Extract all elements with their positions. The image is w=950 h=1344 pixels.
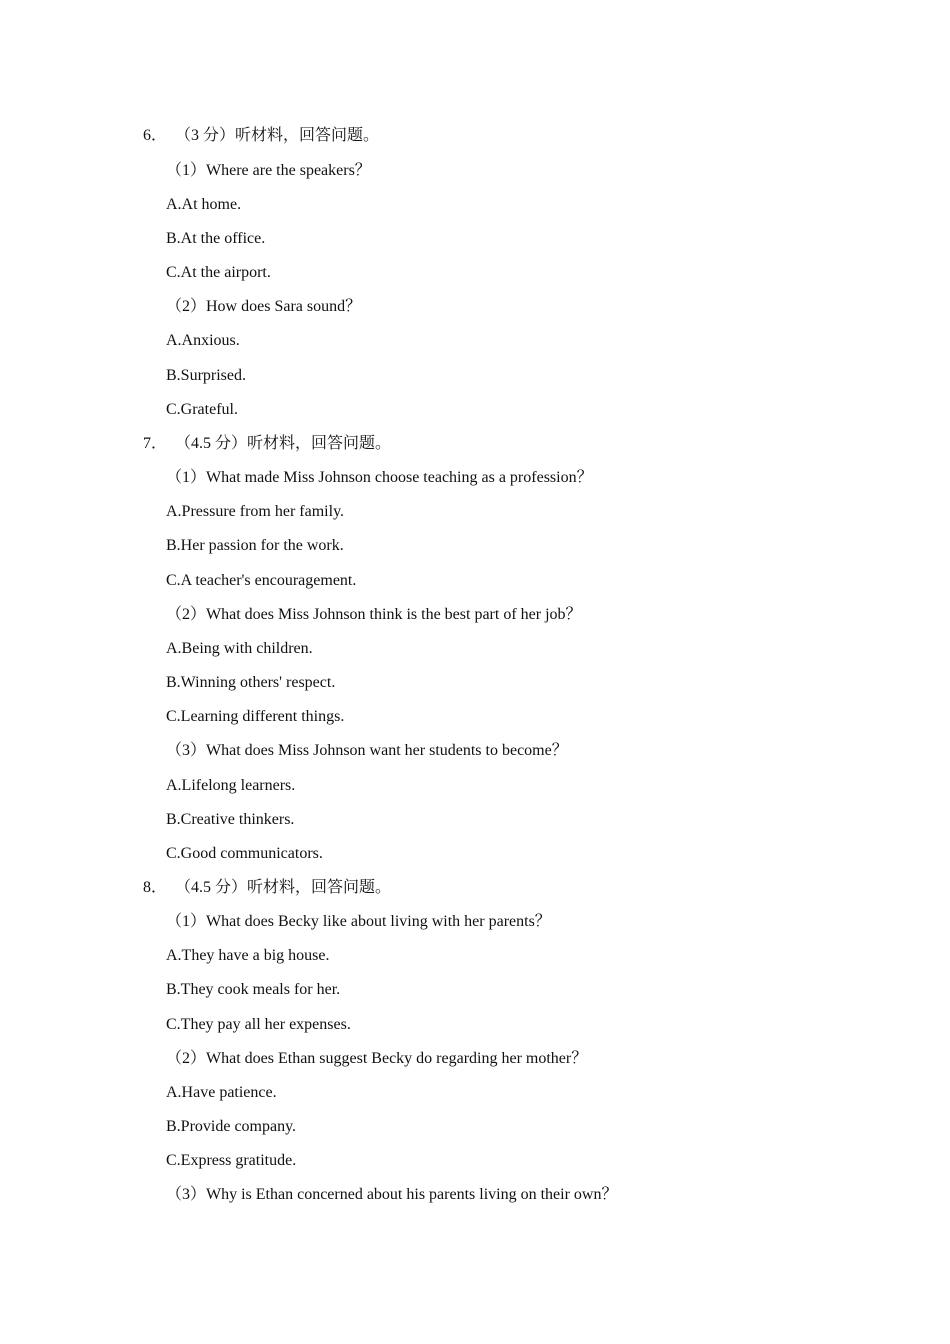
question-7-header — [143, 434, 391, 454]
sub-question-prompt: （1）What made Miss Johnson choose teaching as a profession？ — [166, 469, 593, 486]
question-instruction: （4.5 分）听材料，回答问题。 — [175, 879, 392, 896]
option-b: B.Her passion for the work. — [166, 537, 344, 554]
option-c: C.A teacher's encouragement. — [166, 572, 357, 589]
sub-question-prompt: （3）What does Miss Johnson want her students to become？ — [166, 742, 568, 759]
sub-question-prompt: （1）Where are the speakers？ — [166, 162, 371, 179]
option-c: C.They pay all her expenses. — [166, 1016, 351, 1033]
option-c: C.Learning different things. — [166, 708, 345, 725]
option-a: A.Anxious. — [166, 332, 240, 349]
option-a: A.Pressure from her family. — [166, 503, 345, 520]
question-6-header — [143, 126, 379, 146]
sub-question-prompt: （1）What does Becky like about living with her parents？ — [166, 913, 551, 930]
question-instruction: （3 分）听材料，回答问题。 — [175, 127, 380, 144]
question-number: 7． — [143, 435, 168, 452]
option-b: B.Creative thinkers. — [166, 811, 295, 828]
option-c: C.At the airport. — [166, 264, 271, 281]
sub-question-prompt: （3）Why is Ethan concerned about his parents living on their own？ — [166, 1186, 618, 1203]
option-a: A.Have patience. — [166, 1084, 277, 1101]
option-c: C.Express gratitude. — [166, 1152, 297, 1169]
question-number: 6． — [143, 127, 168, 144]
option-a: A.They have a big house. — [166, 947, 330, 964]
option-b: B.They cook meals for her. — [166, 981, 341, 998]
option-b: B.At the office. — [166, 230, 266, 247]
question-number: 8． — [143, 879, 168, 896]
sub-question-prompt: （2）What does Ethan suggest Becky do regarding her mother？ — [166, 1050, 588, 1067]
sub-question-prompt: （2）How does Sara sound？ — [166, 298, 362, 315]
question-8-header — [143, 878, 391, 898]
option-b: B.Surprised. — [166, 367, 246, 384]
option-c: C.Grateful. — [166, 401, 238, 418]
option-a: A.At home. — [166, 196, 242, 213]
option-c: C.Good communicators. — [166, 845, 323, 862]
question-instruction: （4.5 分）听材料，回答问题。 — [175, 435, 392, 452]
sub-question-prompt: （2）What does Miss Johnson think is the best part of her job？ — [166, 606, 582, 623]
option-b: B.Provide company. — [166, 1118, 297, 1135]
option-a: A.Lifelong learners. — [166, 777, 296, 794]
option-a: A.Being with children. — [166, 640, 313, 657]
option-b: B.Winning others' respect. — [166, 674, 336, 691]
